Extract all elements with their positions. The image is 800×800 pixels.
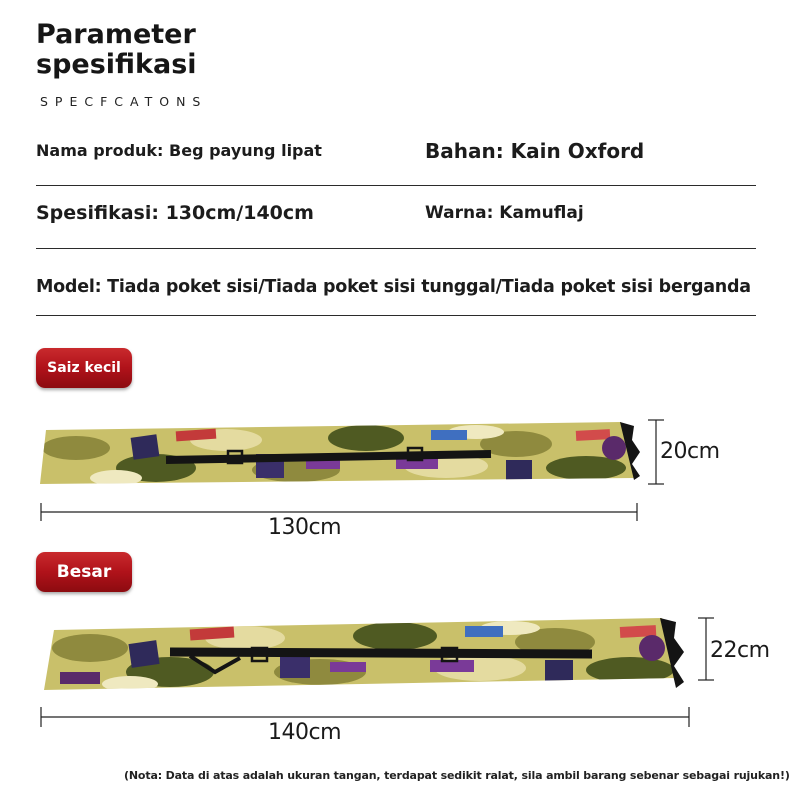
- footnote: (Nota: Data di atas adalah ukuran tangan, terdapat sedikit ralat, sila ambil barang sebenar sebagai rujukan!): [124, 769, 790, 782]
- spec-specification: Spesifikasi: 130cm/140cm: [36, 202, 314, 224]
- large-length-label: 140cm: [268, 720, 342, 745]
- divider-1: [36, 185, 756, 186]
- large-bag-illustration: [40, 612, 700, 694]
- size-badge-large: Besar: [36, 552, 132, 592]
- divider-3: [36, 315, 756, 316]
- title-line-1: Parameter: [36, 19, 196, 50]
- page-subtitle: SPECFCATONS: [40, 94, 208, 109]
- page-title: [36, 20, 197, 80]
- small-length-label: 130cm: [268, 515, 342, 540]
- small-width-label: 20cm: [660, 439, 720, 464]
- spec-material: Bahan: Kain Oxford: [425, 139, 645, 163]
- size-badge-small: Saiz kecil: [36, 348, 132, 388]
- large-length-marker: [38, 704, 692, 730]
- spec-model: Model: Tiada poket sisi/Tiada poket sisi tunggal/Tiada poket sisi berganda: [36, 277, 751, 297]
- large-width-label: 22cm: [710, 638, 770, 663]
- spec-product-name: Nama produk: Beg payung lipat: [36, 141, 322, 160]
- divider-2: [36, 248, 756, 249]
- small-bag-illustration: [36, 418, 648, 490]
- title-line-2: spesifikasi: [36, 49, 197, 80]
- spec-color: Warna: Kamuflaj: [425, 203, 584, 223]
